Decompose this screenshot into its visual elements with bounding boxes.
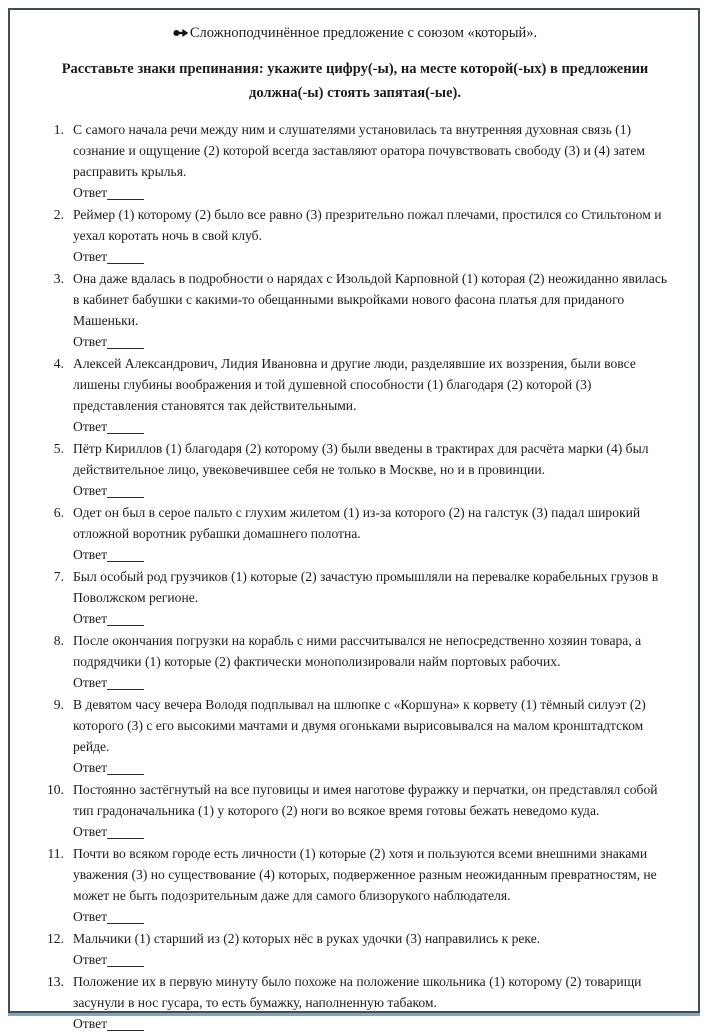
question-item-13: [38, 971, 672, 1034]
question-item-8: [38, 630, 672, 693]
answer-label: Ответ: [73, 824, 108, 839]
answer-blank: [107, 953, 144, 967]
answer-label: Ответ: [73, 760, 108, 775]
question-item-11: [38, 843, 672, 927]
answer-blank: [107, 825, 144, 839]
question-number: 1.: [53, 122, 64, 137]
question-item-4: [38, 353, 672, 437]
instruction-text: Расставьте знаки препинания: укажите цифру(-ы), на месте которой(-ых) в предложении должна(-ы) стоять запятая(-ые).: [61, 61, 649, 101]
question-number: 11.: [47, 846, 64, 861]
answer-blank: [107, 186, 144, 200]
question-text: В девятом часу вечера Володя подплывал на шлюпке с «Коршуна» к корвету (1) тёмный силуэт (2) которого (3) с его высокими мачтами и двумя огоньками вырисовывался на малом кронштадтском рейде.: [73, 697, 646, 754]
question-text: После окончания погрузки на корабль с ними рассчитывался не непосредственно хозяин товара, а подрядчики (1) которые (2) фактически монополизировали найм портовых рабочих.: [73, 633, 642, 669]
answer-blank: [107, 761, 144, 775]
question-number: 5.: [53, 441, 64, 456]
answer-line: [73, 906, 672, 927]
question-number: 12.: [47, 931, 64, 946]
question-list: [38, 119, 672, 1034]
answer-label: Ответ: [73, 249, 108, 264]
question-number: 4.: [53, 356, 64, 371]
answer-line: [73, 246, 672, 267]
question-number: 2.: [53, 207, 64, 222]
question-text: Был особый род грузчиков (1) которые (2) зачастую промышляли на перевалке корабельных грузов в Поволжском регионе.: [73, 569, 659, 605]
answer-blank: [107, 250, 144, 264]
answer-line: [73, 608, 672, 629]
answer-label: Ответ: [73, 185, 108, 200]
question-item-10: [38, 779, 672, 842]
question-text: Она даже вдалась в подробности о нарядах с Изольдой Карповной (1) которая (2) неожиданно явилась в кабинет бабушки с какими-то обещанными выкройками нового фасона платья для приданого Машеньки.: [73, 271, 668, 328]
question-item-2: [38, 204, 672, 267]
answer-label: Ответ: [73, 334, 108, 349]
question-text: Мальчики (1) старший из (2) которых нёс в руках удочки (3) направились к реке.: [73, 931, 541, 946]
answer-line: [73, 1013, 672, 1034]
question-item-12: [38, 928, 672, 970]
question-text: Постоянно застёгнутый на все пуговицы и имея наготове фуражку и перчатки, он представлял собой тип градоначальника (1) у которого (2) ноги во всякое время готовы бежать неведомо куда.: [73, 782, 658, 818]
question-number: 9.: [53, 697, 64, 712]
answer-label: Ответ: [73, 611, 108, 626]
answer-line: [73, 182, 672, 203]
answer-blank: [107, 1017, 144, 1031]
answer-blank: [107, 548, 144, 562]
answer-line: [73, 949, 672, 970]
question-text: Одет он был в серое пальто с глухим жилетом (1) из-за которого (2) на галстук (3) падал широкий отложной воротник рубашки домашнего полотна.: [73, 505, 641, 541]
question-number: 13.: [47, 974, 64, 989]
question-item-7: [38, 566, 672, 629]
question-item-5: [38, 438, 672, 501]
question-item-3: [38, 268, 672, 352]
question-text: Почти во всяком городе есть личности (1) которые (2) хотя и пользуются всеми внешними знаками уважения (3) но существование (4) которых, подверженное разным неожиданным превратностям, не может не быть подозрительным даже для самого близорукого наблюдателя.: [73, 846, 657, 903]
worksheet-page: [8, 8, 700, 1031]
answer-label: Ответ: [73, 483, 108, 498]
question-text: Пётр Кириллов (1) благодаря (2) которому (3) были введены в трактирах для расчёта марки (4) был действительное лицо, увековечившее себя не только в Москве, но и в провинции.: [73, 441, 649, 477]
answer-label: Ответ: [73, 547, 108, 562]
question-number: 3.: [53, 271, 64, 286]
question-number: 6.: [53, 505, 64, 520]
answer-line: [73, 544, 672, 565]
question-text: Положение их в первую минуту было похоже на положение школьника (1) которому (2) товарищи засунули в нос гусара, то есть бумажку, наполненную табаком.: [73, 974, 642, 1010]
answer-label: Ответ: [73, 1016, 108, 1031]
question-number: 10.: [47, 782, 64, 797]
answer-label: Ответ: [73, 909, 108, 924]
question-item-1: [38, 119, 672, 203]
answer-line: [73, 672, 672, 693]
answer-line: [73, 480, 672, 501]
question-text: Реймер (1) которому (2) было все равно (3) презрительно пожал плечами, простился со Стильтоном и уехал коротать ночь в свой клуб.: [73, 207, 662, 243]
page-title-row: [38, 23, 672, 45]
answer-blank: [107, 335, 144, 349]
answer-label: Ответ: [73, 952, 108, 967]
question-number: 8.: [53, 633, 64, 648]
question-text: Алексей Александрович, Лидия Ивановна и другие люди, разделявшие их воззрения, были вовсе лишены глубины воображения и той душевной способности (1) благодаря (2) которой (3) представления становятся так действительными.: [73, 356, 636, 413]
answer-line: [73, 416, 672, 437]
answer-line: [73, 821, 672, 842]
answer-blank: [107, 676, 144, 690]
arrow-right-with-dot-icon: [173, 24, 189, 45]
answer-blank: [107, 420, 144, 434]
answer-line: [73, 331, 672, 352]
page-title: Сложноподчинённое предложение с союзом «который».: [189, 25, 538, 41]
question-text: С самого начала речи между ним и слушателями установилась та внутренняя духовная связь (1) сознание и ощущение (2) которой всегда заставляют оратора почувствовать свободу (3) и (4) затем расправить крылья.: [73, 122, 645, 179]
question-item-9: [38, 694, 672, 778]
question-item-6: [38, 502, 672, 565]
answer-label: Ответ: [73, 419, 108, 434]
answer-line: [73, 757, 672, 778]
answer-blank: [107, 612, 144, 626]
question-number: 7.: [53, 569, 64, 584]
answer-blank: [107, 484, 144, 498]
answer-label: Ответ: [73, 675, 108, 690]
answer-blank: [107, 910, 144, 924]
